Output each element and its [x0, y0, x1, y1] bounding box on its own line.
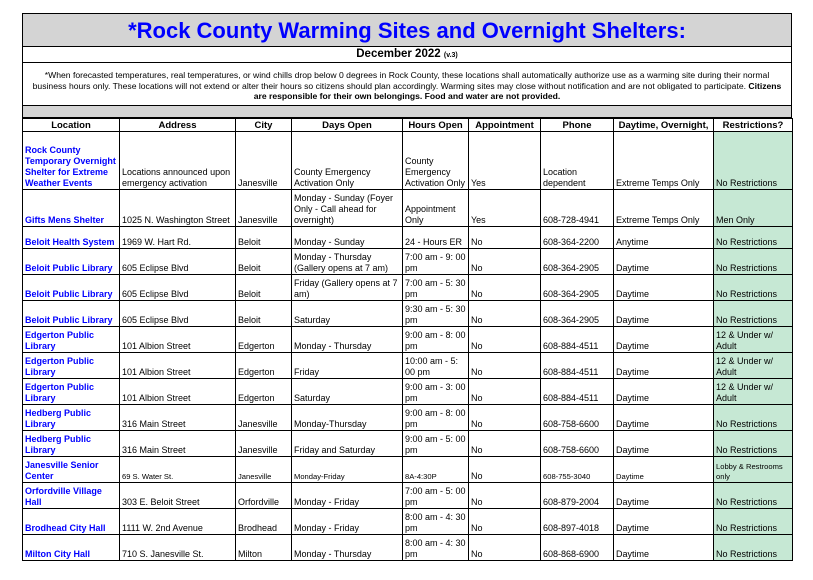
city-cell: Orfordville	[236, 483, 292, 509]
days-cell: Monday - Thursday	[292, 327, 403, 353]
city-cell: Janesville	[236, 190, 292, 227]
table-row	[23, 483, 793, 509]
type-cell: Daytime	[614, 327, 714, 353]
address-cell: 1025 N. Washington Street	[120, 190, 236, 227]
days-cell: Monday-Friday	[292, 457, 403, 483]
city-cell: Beloit	[236, 249, 292, 275]
notice-paragraph	[22, 63, 792, 105]
table-row	[23, 457, 793, 483]
phone-cell: 608-364-2200	[541, 227, 614, 249]
table-row	[23, 405, 793, 431]
address-cell: 101 Albion Street	[120, 327, 236, 353]
restrictions-cell: No Restrictions	[714, 275, 793, 301]
address-cell: 316 Main Street	[120, 405, 236, 431]
address-cell: 101 Albion Street	[120, 353, 236, 379]
column-header: Appointment	[469, 119, 541, 132]
appointment-cell: No	[469, 301, 541, 327]
appointment-cell: No	[469, 509, 541, 535]
appointment-cell: No	[469, 457, 541, 483]
restrictions-cell: No Restrictions	[714, 483, 793, 509]
hours-cell: 9:30 am - 5: 30 pm	[403, 301, 469, 327]
location-cell: Edgerton Public Library	[23, 353, 120, 379]
restrictions-cell: No Restrictions	[714, 405, 793, 431]
location-cell: Beloit Public Library	[23, 249, 120, 275]
appointment-cell: No	[469, 227, 541, 249]
type-cell: Daytime	[614, 405, 714, 431]
city-cell: Edgerton	[236, 353, 292, 379]
city-cell: Janesville	[236, 405, 292, 431]
days-cell: Monday - Thursday (Gallery opens at 7 am)	[292, 249, 403, 275]
type-cell: Daytime	[614, 535, 714, 561]
appointment-cell: No	[469, 379, 541, 405]
restrictions-cell: 12 & Under w/ Adult	[714, 353, 793, 379]
phone-cell: 608-758-6600	[541, 405, 614, 431]
city-cell: Janesville	[236, 132, 292, 190]
location-cell: Beloit Public Library	[23, 301, 120, 327]
phone-cell: 608-364-2905	[541, 275, 614, 301]
hours-cell: 8A-4:30P	[403, 457, 469, 483]
days-cell: Friday and Saturday	[292, 431, 403, 457]
phone-cell: 608-758-6600	[541, 431, 614, 457]
column-header: Location	[23, 119, 120, 132]
hours-cell: 9:00 am - 8: 00 pm	[403, 405, 469, 431]
location-cell: Milton City Hall	[23, 535, 120, 561]
version-label: (v.3)	[443, 52, 458, 59]
table-body	[23, 132, 793, 561]
type-cell: Daytime	[614, 379, 714, 405]
hours-cell: 9:00 am - 5: 00 pm	[403, 431, 469, 457]
days-cell: County Emergency Activation Only	[292, 132, 403, 190]
notice-text: *When forecasted temperatures, real temperatures, or wind chills drop below 0 degrees in Rock County, these locations shall automatically authorize use as a warming site during their normal business hours only. These locations will not extend or alter their hours so citizens should plan accordingly. Warming sites may close without notification and are not obligated to participate.	[32, 70, 770, 91]
appointment-cell: Yes	[469, 132, 541, 190]
shelter-table	[22, 118, 793, 561]
restrictions-cell: 12 & Under w/ Adult	[714, 379, 793, 405]
address-cell: 316 Main Street	[120, 431, 236, 457]
phone-cell: 608-884-4511	[541, 353, 614, 379]
days-cell: Monday - Friday	[292, 509, 403, 535]
appointment-cell: No	[469, 405, 541, 431]
city-cell: Edgerton	[236, 379, 292, 405]
phone-cell: 608-884-4511	[541, 327, 614, 353]
address-cell: 710 S. Janesville St.	[120, 535, 236, 561]
location-cell: Janesville Senior Center	[23, 457, 120, 483]
days-cell: Saturday	[292, 301, 403, 327]
location-cell: Beloit Public Library	[23, 275, 120, 301]
table-row	[23, 132, 793, 190]
type-cell: Daytime	[614, 457, 714, 483]
location-cell: Rock County Temporary Overnight Shelter for Extreme Weather Events	[23, 132, 120, 190]
phone-cell: 608-728-4941	[541, 190, 614, 227]
location-cell: Hedberg Public Library	[23, 405, 120, 431]
page-title: *Rock County Warming Sites and Overnight Shelters:	[22, 13, 792, 47]
location-cell: Hedberg Public Library	[23, 431, 120, 457]
type-cell: Daytime	[614, 509, 714, 535]
restrictions-cell: Lobby & Restrooms only	[714, 457, 793, 483]
appointment-cell: No	[469, 431, 541, 457]
appointment-cell: No	[469, 483, 541, 509]
appointment-cell: Yes	[469, 190, 541, 227]
address-cell: 303 E. Beloit Street	[120, 483, 236, 509]
phone-cell: 608-884-4511	[541, 379, 614, 405]
table-row	[23, 227, 793, 249]
phone-cell: 608-755-3040	[541, 457, 614, 483]
appointment-cell: No	[469, 535, 541, 561]
column-header: Restrictions?	[714, 119, 793, 132]
location-cell: Brodhead City Hall	[23, 509, 120, 535]
type-cell: Daytime	[614, 353, 714, 379]
subtitle-date: December 2022	[356, 48, 441, 60]
table-row	[23, 190, 793, 227]
hours-cell: 10:00 am - 5: 00 pm	[403, 353, 469, 379]
column-header: Phone	[541, 119, 614, 132]
hours-cell: County Emergency Activation Only	[403, 132, 469, 190]
table-row	[23, 249, 793, 275]
days-cell: Monday - Sunday (Foyer Only - Call ahead for overnight)	[292, 190, 403, 227]
address-cell: 1969 W. Hart Rd.	[120, 227, 236, 249]
phone-cell: 608-879-2004	[541, 483, 614, 509]
location-cell: Gifts Mens Shelter	[23, 190, 120, 227]
city-cell: Brodhead	[236, 509, 292, 535]
address-cell: 1111 W. 2nd Avenue	[120, 509, 236, 535]
table-row	[23, 275, 793, 301]
address-cell: Locations announced upon emergency activation	[120, 132, 236, 190]
table-row	[23, 301, 793, 327]
hours-cell: 9:00 am - 8: 00 pm	[403, 327, 469, 353]
restrictions-cell: No Restrictions	[714, 509, 793, 535]
column-header: Hours Open	[403, 119, 469, 132]
restrictions-cell: No Restrictions	[714, 535, 793, 561]
restrictions-cell: Men Only	[714, 190, 793, 227]
appointment-cell: No	[469, 327, 541, 353]
days-cell: Friday	[292, 353, 403, 379]
restrictions-cell: No Restrictions	[714, 431, 793, 457]
column-header: Days Open	[292, 119, 403, 132]
table-row	[23, 509, 793, 535]
type-cell: Daytime	[614, 301, 714, 327]
restrictions-cell: No Restrictions	[714, 227, 793, 249]
phone-cell: 608-364-2905	[541, 249, 614, 275]
type-cell: Daytime	[614, 431, 714, 457]
column-header: Address	[120, 119, 236, 132]
days-cell: Saturday	[292, 379, 403, 405]
phone-cell: 608-897-4018	[541, 509, 614, 535]
location-cell: Edgerton Public Library	[23, 379, 120, 405]
phone-cell: 608-868-6900	[541, 535, 614, 561]
table-row	[23, 535, 793, 561]
appointment-cell: No	[469, 249, 541, 275]
column-header: City	[236, 119, 292, 132]
type-cell: Daytime	[614, 275, 714, 301]
type-cell: Extreme Temps Only	[614, 190, 714, 227]
days-cell: Friday (Gallery opens at 7 am)	[292, 275, 403, 301]
subtitle-bar	[22, 47, 792, 63]
location-cell: Beloit Health System	[23, 227, 120, 249]
city-cell: Janesville	[236, 431, 292, 457]
header-band	[22, 105, 792, 118]
phone-cell: 608-364-2905	[541, 301, 614, 327]
table-row	[23, 431, 793, 457]
notice-bold-text: Citizens are responsible for their own belongings. Food and water are not provided.	[253, 80, 782, 101]
type-cell: Daytime	[614, 249, 714, 275]
hours-cell: 9:00 am - 3: 00 pm	[403, 379, 469, 405]
location-cell: Orfordville Village Hall	[23, 483, 120, 509]
restrictions-cell: 12 & Under w/ Adult	[714, 327, 793, 353]
days-cell: Monday - Friday	[292, 483, 403, 509]
city-cell: Milton	[236, 535, 292, 561]
city-cell: Beloit	[236, 275, 292, 301]
type-cell: Anytime	[614, 227, 714, 249]
appointment-cell: No	[469, 275, 541, 301]
table-row	[23, 327, 793, 353]
address-cell: 605 Eclipse Blvd	[120, 275, 236, 301]
column-header: Daytime, Overnight,	[614, 119, 714, 132]
type-cell: Extreme Temps Only	[614, 132, 714, 190]
table-header-row	[23, 119, 793, 132]
appointment-cell: No	[469, 353, 541, 379]
type-cell: Daytime	[614, 483, 714, 509]
phone-cell: Location dependent	[541, 132, 614, 190]
table-row	[23, 353, 793, 379]
hours-cell: 8:00 am - 4: 30 pm	[403, 509, 469, 535]
address-cell: 69 S. Water St.	[120, 457, 236, 483]
hours-cell: 8:00 am - 4: 30 pm	[403, 535, 469, 561]
hours-cell: 7:00 am - 5: 30 pm	[403, 275, 469, 301]
days-cell: Monday - Sunday	[292, 227, 403, 249]
hours-cell: 7:00 am - 9: 00 pm	[403, 249, 469, 275]
city-cell: Beloit	[236, 227, 292, 249]
hours-cell: 24 - Hours ER	[403, 227, 469, 249]
address-cell: 605 Eclipse Blvd	[120, 249, 236, 275]
city-cell: Beloit	[236, 301, 292, 327]
document-sheet	[22, 13, 792, 561]
restrictions-cell: No Restrictions	[714, 301, 793, 327]
address-cell: 605 Eclipse Blvd	[120, 301, 236, 327]
location-cell: Edgerton Public Library	[23, 327, 120, 353]
restrictions-cell: No Restrictions	[714, 132, 793, 190]
city-cell: Janesville	[236, 457, 292, 483]
hours-cell: 7:00 am - 5: 00 pm	[403, 483, 469, 509]
city-cell: Edgerton	[236, 327, 292, 353]
days-cell: Monday - Thursday	[292, 535, 403, 561]
address-cell: 101 Albion Street	[120, 379, 236, 405]
restrictions-cell: No Restrictions	[714, 249, 793, 275]
hours-cell: Appointment Only	[403, 190, 469, 227]
table-row	[23, 379, 793, 405]
days-cell: Monday-Thursday	[292, 405, 403, 431]
